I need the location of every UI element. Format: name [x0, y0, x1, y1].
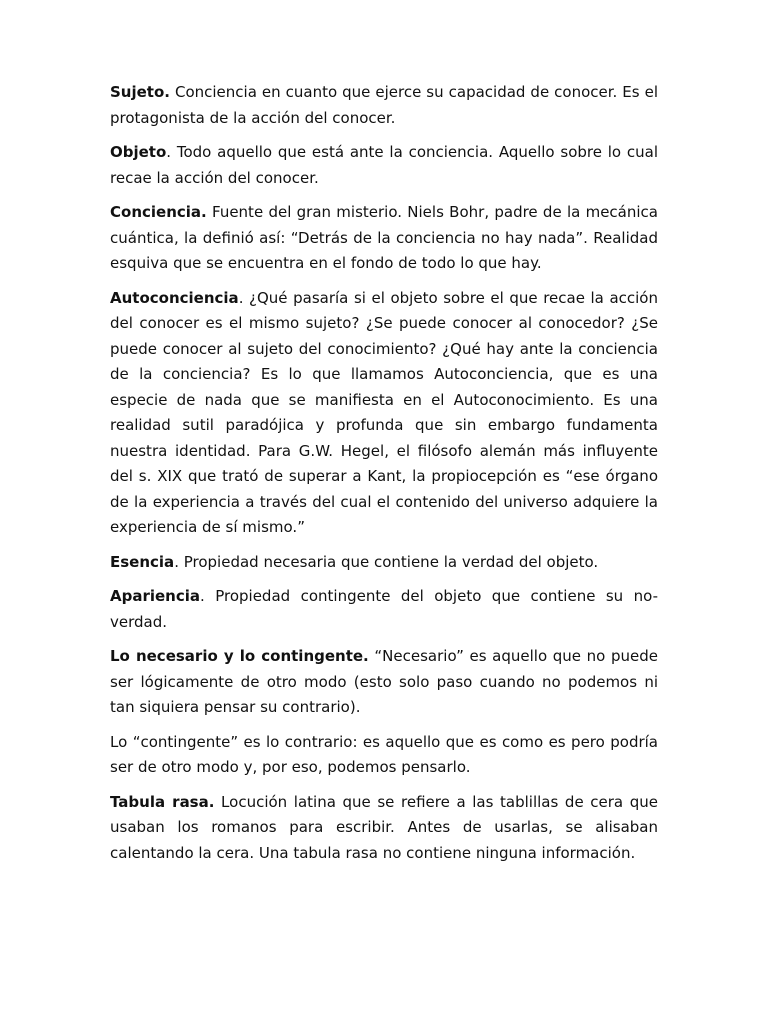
definition-text: Lo “contingente” es lo contrario: es aquello que es como es pero podría ser de otro modo y, por eso, podemos pensarlo.: [110, 732, 658, 776]
paragraph-necesario-contingente: [110, 644, 658, 721]
paragraph-tabula-rasa: [110, 790, 658, 867]
term-heading: Autoconciencia: [110, 288, 239, 307]
term-heading: Tabula rasa.: [110, 792, 215, 811]
term-heading: Lo necesario y lo contingente.: [110, 647, 369, 665]
definition-text: Fuente del gran misterio. Niels Bohr, padre de la mecánica cuántica, la definió así: “Detrás de la conciencia no hay nada”. Realidad esquiva que se encuentra en el fondo de todo lo que hay.: [110, 203, 658, 272]
definition-text: . Propiedad necesaria que contiene la verdad del objeto.: [174, 552, 599, 571]
paragraph-esencia: [110, 550, 658, 576]
term-heading: Conciencia.: [110, 203, 207, 221]
term-heading: Apariencia: [110, 587, 201, 605]
definition-text: . Todo aquello que está ante la conciencia. Aquello sobre lo cual recae la acción del conocer.: [110, 143, 658, 187]
paragraph-autoconciencia: [110, 286, 658, 541]
definition-text: . Propiedad contingente del objeto que contiene su no-verdad.: [110, 587, 658, 631]
term-heading: Sujeto.: [110, 83, 170, 101]
paragraph-contingente: [110, 730, 658, 781]
definition-text: Locución latina que se refiere a las tablillas de cera que usaban los romanos para escribir. Antes de usarlas, se alisaban calentando la cera. Una tabula rasa no contiene ninguna información.: [110, 792, 658, 862]
definition-text: . ¿Qué pasaría si el objeto sobre el que recae la acción del conocer es el mismo sujeto? ¿Se puede conocer al conocedor? ¿Se puede conocer al sujeto del conocimiento? ¿Qué hay ante la conciencia de la conciencia? Es lo que llamamos Autoconciencia, que es una especie de nada que se manifiesta en el Autoconocimiento. Es una realidad sutil paradójica y profunda que sin embargo fundamenta nuestra identidad. Para G.W. Hegel, el filósofo alemán más influyente del s. XIX que trató de superar a Kant, la propiocepción es “ese órgano de la experiencia a través del cual el contenido del universo adquiere la experiencia de sí mismo.”: [110, 288, 658, 536]
definition-text: Conciencia en cuanto que ejerce su capacidad de conocer. Es el protagonista de la acción del conocer.: [110, 83, 658, 127]
term-heading: Esencia: [110, 552, 175, 571]
term-heading: Objeto: [110, 143, 167, 161]
definition-text: “Necesario” es aquello que no puede ser lógicamente de otro modo (esto solo paso cuando no podemos ni tan siquiera pensar su contrario).: [110, 647, 658, 716]
paragraph-conciencia: [110, 200, 658, 277]
paragraph-objeto: [110, 140, 658, 191]
paragraph-sujeto: [110, 80, 658, 131]
paragraph-apariencia: [110, 584, 658, 635]
